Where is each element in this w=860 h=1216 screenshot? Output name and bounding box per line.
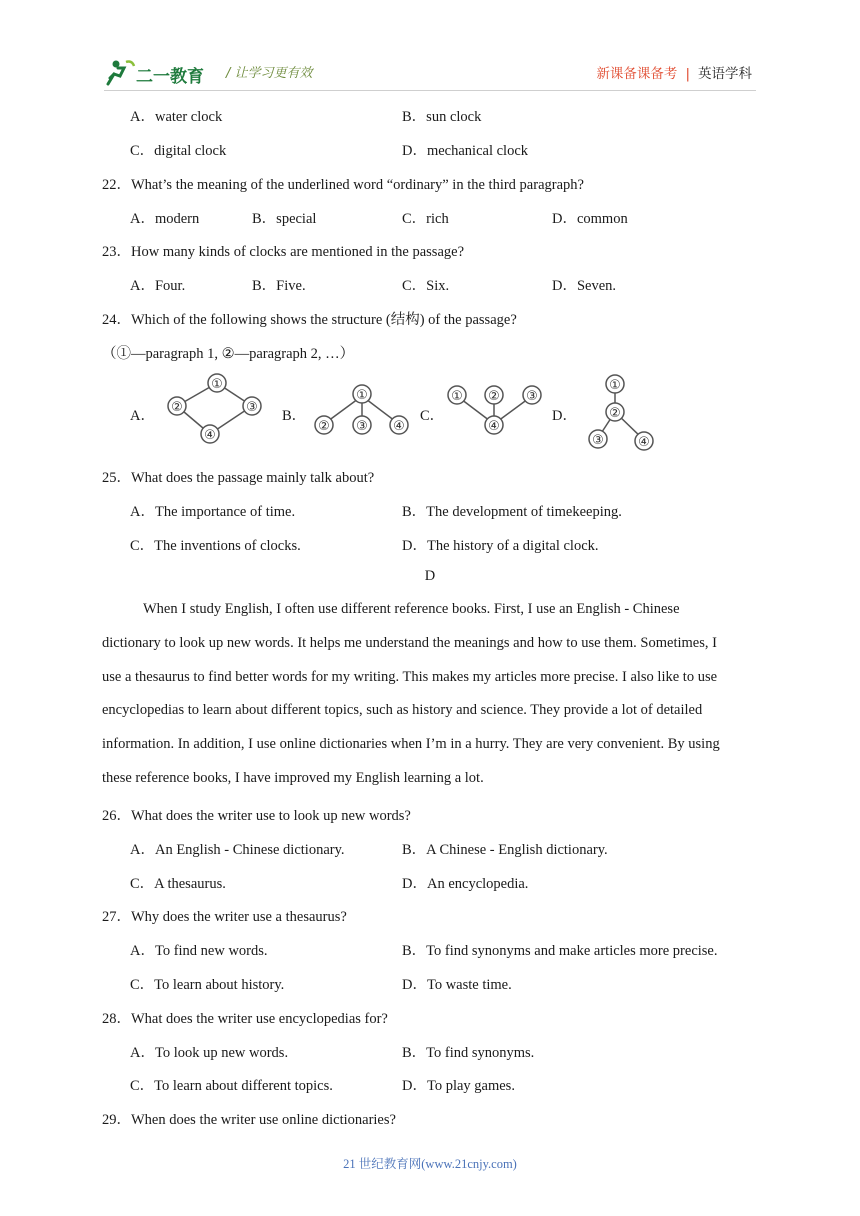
diagram-a-node-1 [208, 374, 226, 392]
q26-option-c: C．A thesaurus. [130, 876, 226, 892]
q23-option-a: A．Four. [130, 278, 186, 294]
structure-diagram-d [582, 370, 662, 454]
passage-d [102, 593, 758, 796]
q22-option-d: D．common [552, 211, 628, 227]
q29-stem: 29．When does the writer use online dictionaries? [102, 1112, 396, 1128]
diagram-b-node-4 [390, 416, 408, 434]
structure-diagram-c [443, 382, 547, 438]
svg-text:③: ③ [356, 419, 368, 434]
svg-text:③: ③ [526, 389, 538, 404]
diagram-b-node-2 [315, 416, 333, 434]
q27-option-d: D．To waste time. [402, 977, 512, 993]
diagram-a-node-2 [168, 397, 186, 415]
q23-option-b: B．Five. [252, 278, 306, 294]
q28-option-d: D．To play games. [402, 1078, 515, 1094]
q24-option-b-label: B． [282, 408, 307, 424]
header-tag-subject: 英语学科 [698, 66, 752, 82]
q25-option-b: B．The development of timekeeping. [402, 504, 622, 520]
q28-stem: 28．What does the writer use encyclopedias for? [102, 1011, 388, 1027]
svg-text:④: ④ [488, 419, 500, 434]
q28-option-a: A．To look up new words. [130, 1045, 289, 1061]
q27-stem: 27．Why does the writer use a thesaurus? [102, 909, 347, 925]
svg-text:①: ① [451, 389, 463, 404]
section-heading: D [424, 568, 436, 584]
passage-line: dictionary to look up new words. It helps me understand the meanings and how to use them. Sometimes, I [102, 634, 717, 651]
svg-text:②: ② [488, 389, 500, 404]
svg-text:④: ④ [638, 435, 650, 450]
q21-option-c: C．digital clock [130, 143, 227, 159]
q28-option-b: B．To find synonyms. [402, 1045, 535, 1061]
q26-option-b: B．A Chinese - English dictionary. [402, 842, 608, 858]
svg-text:④: ④ [393, 419, 405, 434]
brand-logo [104, 58, 214, 90]
header-divider [104, 90, 756, 91]
q24-note: （①—paragraph 1, ②—paragraph 2, …） [102, 346, 355, 362]
svg-text:④: ④ [204, 428, 216, 443]
q27-option-a: A．To find new words. [130, 943, 268, 959]
diagram-d-node-1 [606, 375, 624, 393]
diagram-c-node-4 [485, 416, 503, 434]
q23-option-d: D．Seven. [552, 278, 617, 294]
passage-line: information. In addition, I use online dictionaries when I’m in a hurry. They are very convenient. By using [102, 736, 720, 753]
q24-option-c-label: C． [420, 408, 445, 424]
q25-option-d: D．The history of a digital clock. [402, 538, 599, 554]
header-right [596, 62, 752, 82]
q24-option-d-label: D． [552, 408, 577, 424]
diagram-c-node-2 [485, 386, 503, 404]
diagram-c-node-3 [523, 386, 541, 404]
q24-stem: 24．Which of the following shows the structure (结构) of the passage? [102, 312, 517, 328]
svg-text:①: ① [609, 378, 621, 393]
q28-option-c: C．To learn about different topics. [130, 1078, 333, 1094]
q26-option-a: A．An English - Chinese dictionary. [130, 842, 345, 858]
diagram-d-node-3 [589, 430, 607, 448]
page-footer: 21 世纪教育网(www.21cnjy.com) [343, 1157, 517, 1171]
runner-icon [108, 61, 134, 85]
q23-stem: 23．How many kinds of clocks are mentioned in the passage? [102, 244, 465, 260]
q26-option-d: D．An encyclopedia. [402, 876, 529, 892]
svg-text:②: ② [171, 400, 183, 415]
logo-text: 二一教育 [136, 67, 204, 87]
q22-option-a: A．modern [130, 211, 200, 227]
diagram-a-node-3 [243, 397, 261, 415]
q25-stem: 25．What does the passage mainly talk about? [102, 470, 375, 486]
passage-line: these reference books, I have improved my English learning a lot. [102, 769, 484, 786]
svg-text:①: ① [211, 377, 223, 392]
passage-line: encyclopedias to learn about different topics, such as history and science. They provide a lot of detailed [102, 702, 703, 719]
diagram-c-node-1 [448, 386, 466, 404]
passage-line: use a thesaurus to find better words for my writing. This makes my articles more precise. I also like to use [102, 668, 718, 685]
svg-text:③: ③ [592, 433, 604, 448]
structure-diagram-a [160, 370, 270, 450]
slogan: / 让学习更有效 [226, 66, 313, 81]
q24-option-a-label: A． [130, 408, 155, 424]
q26-stem: 26．What does the writer use to look up new words? [102, 808, 411, 824]
svg-text:②: ② [609, 406, 621, 421]
diagram-d-node-2 [606, 403, 624, 421]
header-separator: | [685, 66, 690, 82]
passage-line: When I study English, I often use different reference books. First, I use an English - Chinese [143, 601, 680, 617]
header-tag-course: 新课备课备考 [596, 66, 678, 82]
q22-option-b: B．special [252, 211, 317, 227]
svg-text:③: ③ [246, 400, 258, 415]
diagram-b-node-1 [353, 385, 371, 403]
q25-option-c: C．The inventions of clocks. [130, 538, 301, 554]
svg-text:②: ② [318, 419, 330, 434]
q25-option-a: A．The importance of time. [130, 504, 296, 520]
diagram-a-node-4 [201, 425, 219, 443]
q21-option-d: D．mechanical clock [402, 143, 529, 159]
diagram-b-node-3 [353, 416, 371, 434]
diagram-d-node-4 [635, 432, 653, 450]
structure-diagram-b [310, 382, 414, 438]
q27-option-b: B．To find synonyms and make articles more precise. [402, 943, 718, 959]
q21-option-a: A．water clock [130, 109, 223, 125]
q22-stem: 22．What’s the meaning of the underlined word “ordinary” in the third paragraph? [102, 177, 584, 193]
q22-option-c: C．rich [402, 211, 449, 227]
q23-option-c: C．Six. [402, 278, 450, 294]
q27-option-c: C．To learn about history. [130, 977, 285, 993]
q21-option-b: B．sun clock [402, 109, 482, 125]
svg-text:①: ① [356, 388, 368, 403]
